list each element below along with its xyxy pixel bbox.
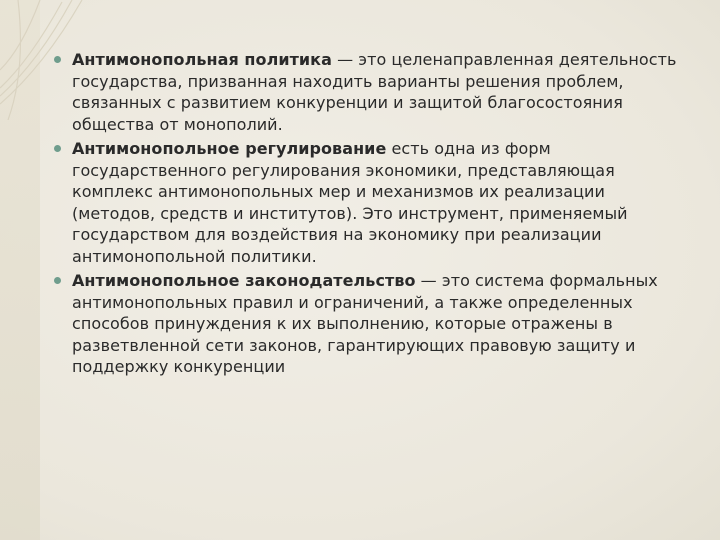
- item-term: Антимонопольное регулирование: [72, 139, 387, 158]
- item-text: есть одна из форм государственного регулирования экономики, представляющая комплекс антимонопольных мер и механизмов их реализации (методов, средств и институтов). Это инструмент, применяемый государством для воздействия на экономику при реализации антимонопольной политики.: [72, 139, 628, 266]
- list-item: [50, 49, 690, 135]
- item-text: — это система формальных антимонопольных правил и ограничений, а также определенных способов принуждения к их выполнению, которые отражены в разветвленной сети законов, гарантирующих правовую защиту и поддержку конкуренции: [72, 271, 658, 376]
- bullet-icon: [54, 277, 61, 284]
- bullet-icon: [54, 145, 61, 152]
- bullet-icon: [54, 56, 61, 63]
- list-item: [50, 138, 690, 267]
- item-text: — это целенаправленная деятельность государства, призванная находить варианты решения проблем, связанных с развитием конкуренции и защитой благосостояния общества от монополий.: [72, 50, 677, 134]
- list-item: [50, 270, 690, 378]
- bullet-list: [50, 49, 690, 381]
- item-term: Антимонопольная политика: [72, 50, 332, 69]
- item-term: Антимонопольное законодательство: [72, 271, 416, 290]
